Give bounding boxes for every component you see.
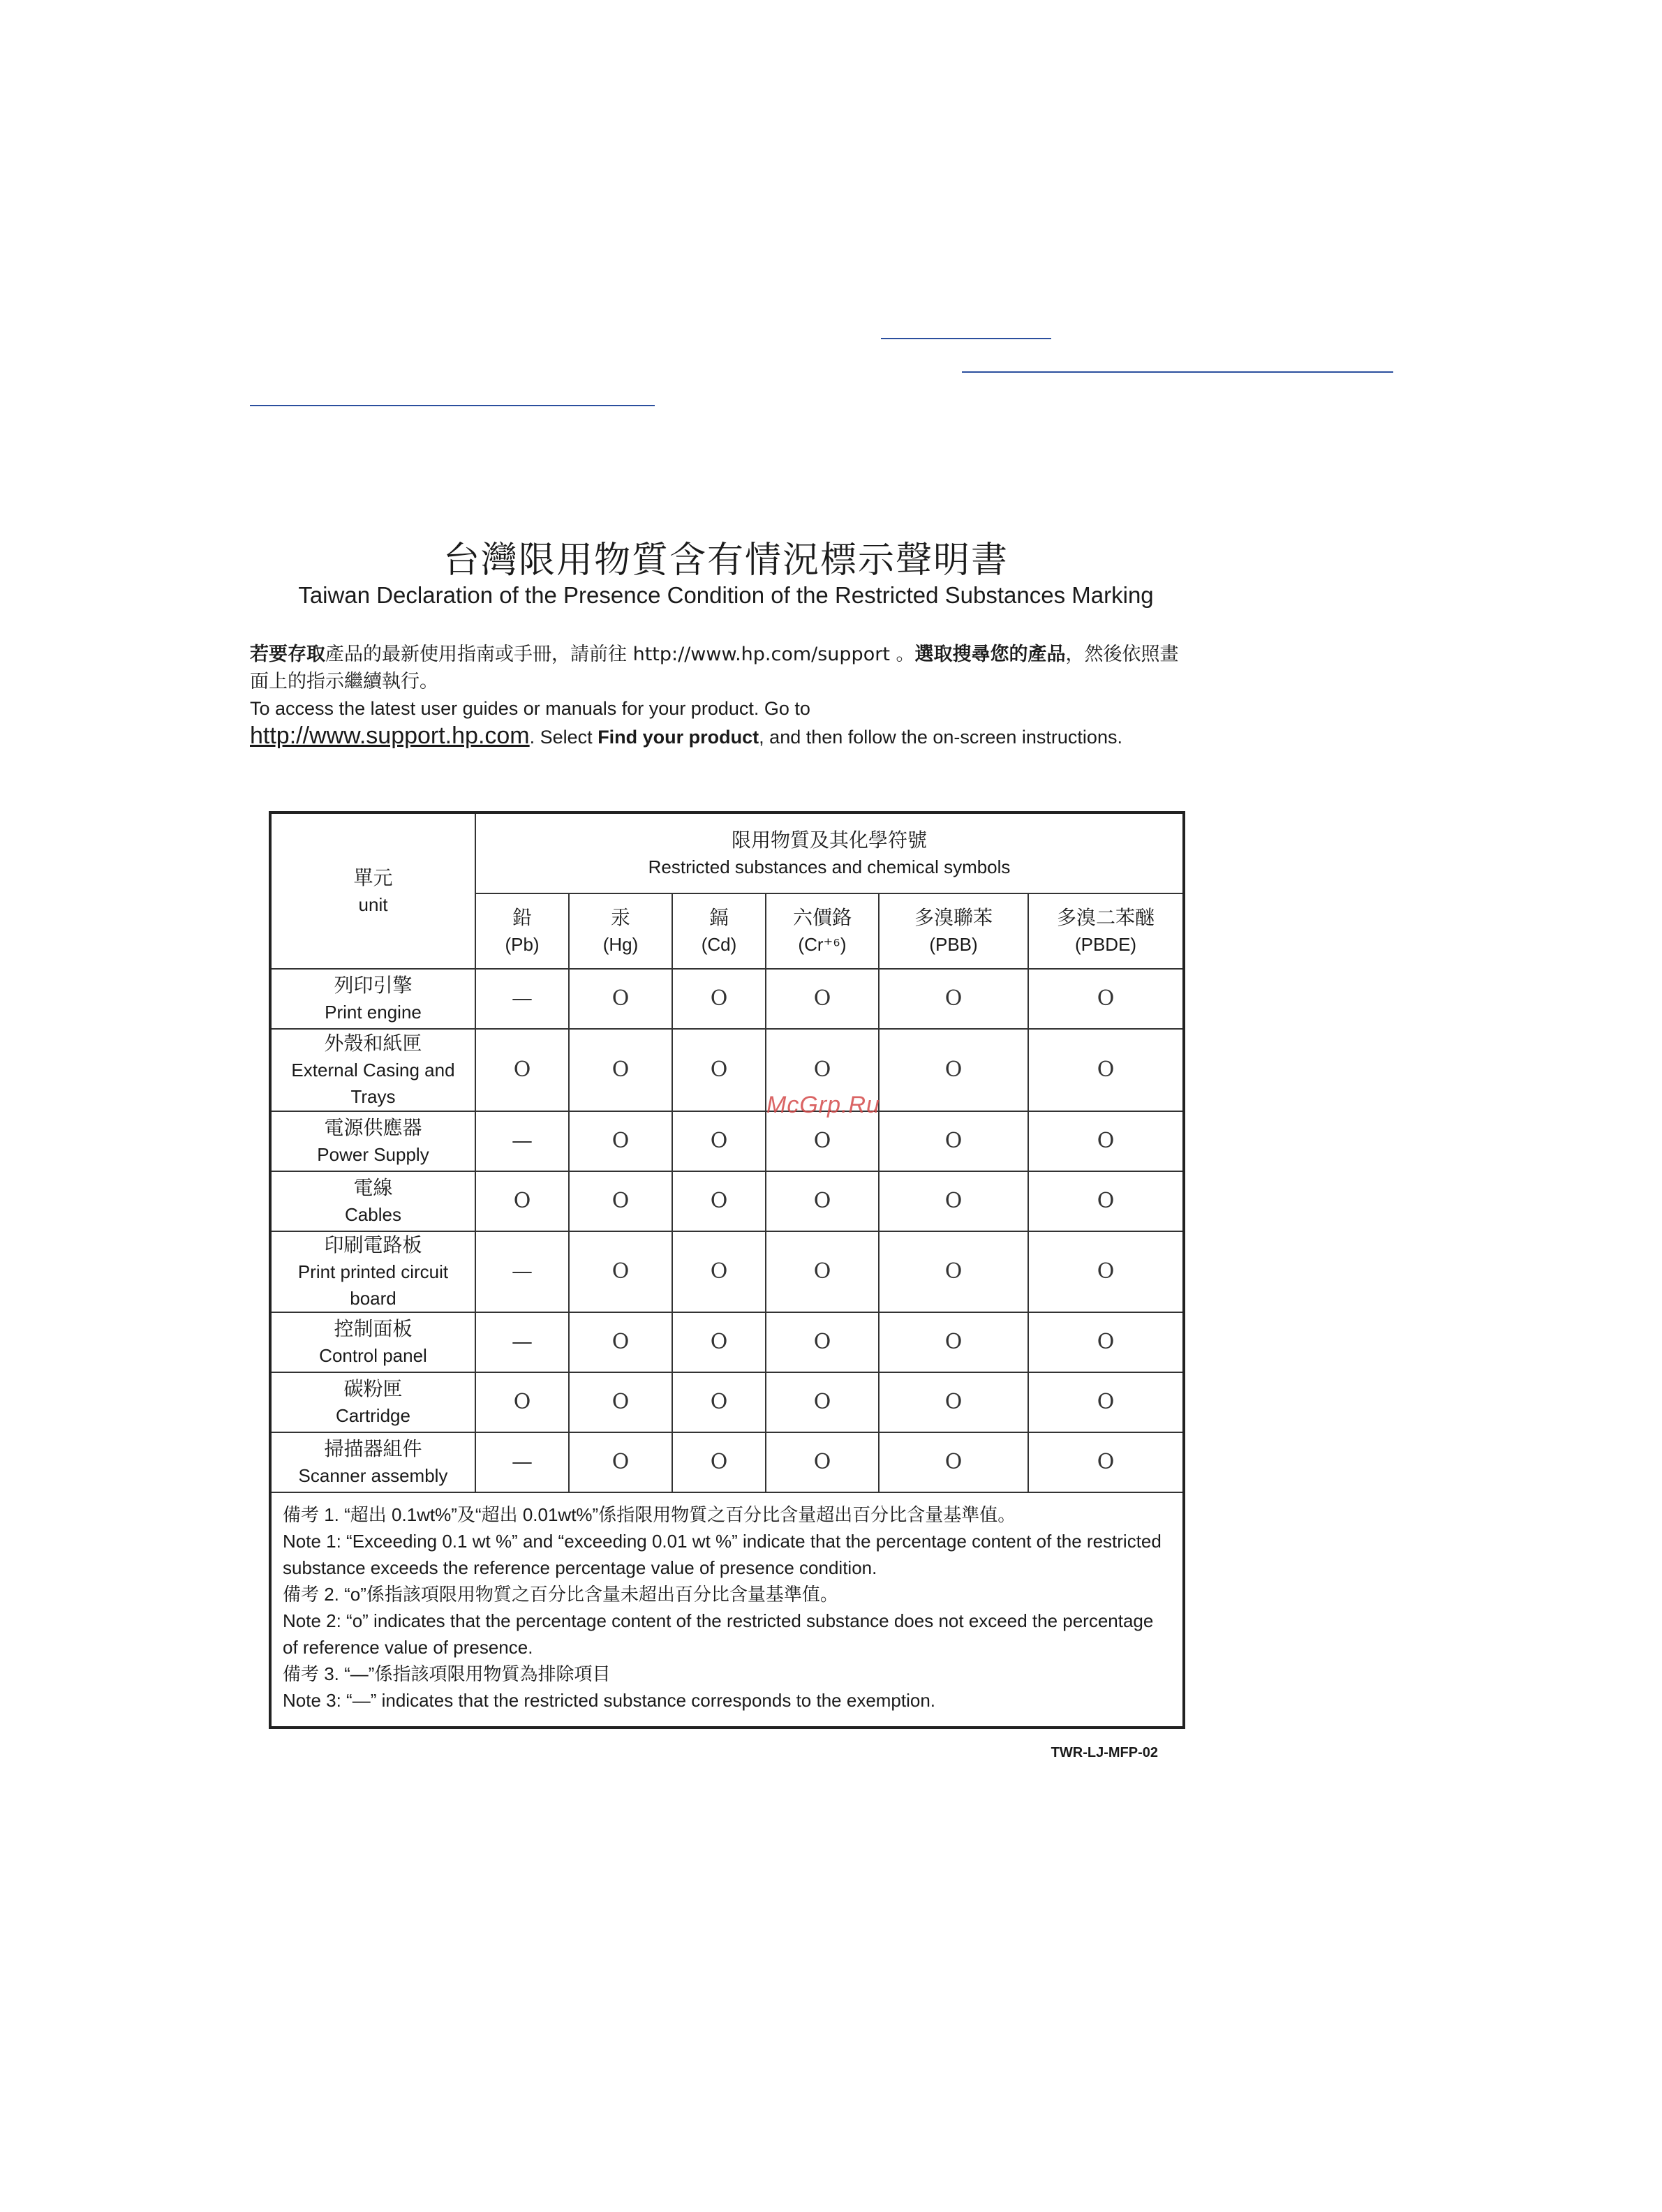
intro-en-line2 [250, 722, 1192, 751]
mark-cell [766, 1372, 879, 1432]
presence-mark: O [710, 1330, 728, 1354]
presence-mark: O [944, 1129, 963, 1153]
presence-mark: O [611, 1450, 630, 1474]
presence-mark: O [813, 1129, 831, 1153]
mark-cell [879, 1432, 1028, 1492]
substance-header [879, 893, 1028, 969]
mark-cell [1028, 1372, 1184, 1432]
table-row [270, 1171, 1184, 1231]
mark-cell [766, 969, 879, 1029]
unit-name-zh: 控制面板 [334, 1317, 413, 1340]
presence-mark: O [611, 1189, 630, 1213]
mark-cell [879, 1029, 1028, 1111]
mark-cell [879, 969, 1028, 1029]
presence-mark: — [512, 1259, 533, 1284]
substance-name-zh: 鉛 [512, 906, 532, 929]
table-row [270, 1111, 1184, 1171]
note-line: Note 2: “o” indicates that the percentage content of the restricted substance does not exceed the percentage of reference value of presence. [283, 1610, 1154, 1658]
mark-cell [766, 1111, 879, 1171]
presence-mark: O [813, 1057, 831, 1082]
mark-cell [1028, 1171, 1184, 1231]
unit-name-en: External Casing and Trays [291, 1060, 455, 1107]
mark-cell [879, 1231, 1028, 1312]
intro-en-line1: To access the latest user guides or manuals for your product. Go to [250, 698, 810, 719]
presence-mark: O [1097, 1129, 1115, 1153]
presence-mark: O [1097, 1189, 1115, 1213]
presence-mark: — [512, 986, 533, 1011]
presence-mark: O [513, 1057, 531, 1082]
unit-cell [270, 1432, 475, 1492]
presence-mark: O [710, 1450, 728, 1474]
presence-mark: O [944, 1450, 963, 1474]
mark-cell [766, 1231, 879, 1312]
mark-cell [1028, 1029, 1184, 1111]
mark-cell [1028, 969, 1184, 1029]
presence-mark: O [813, 1390, 831, 1414]
mark-cell [569, 1111, 672, 1171]
substance-name-zh: 六價鉻 [792, 906, 852, 929]
unit-name-zh: 外殼和紙匣 [324, 1032, 422, 1055]
presence-mark: O [513, 1390, 531, 1414]
intro-zh-text: ，然後依照畫面上的指示繼續執行。 [250, 644, 1179, 692]
substance-header [569, 893, 672, 969]
presence-mark: O [513, 1189, 531, 1213]
substance-name-zh: 鎘 [708, 906, 729, 929]
mark-cell [879, 1111, 1028, 1171]
notes-row [270, 1492, 1184, 1728]
link-underline [881, 338, 1051, 339]
mark-cell [475, 1432, 569, 1492]
mark-cell [879, 1372, 1028, 1432]
document-code: TWR-LJ-MFP-02 [1051, 1745, 1158, 1760]
mark-cell [569, 1372, 672, 1432]
mark-cell [1028, 1111, 1184, 1171]
presence-mark: O [944, 986, 963, 1011]
unit-name-zh: 電源供應器 [324, 1116, 422, 1139]
link-underline [250, 405, 655, 406]
intro-en-text: . Select [529, 727, 598, 748]
substance-symbol: (Hg) [602, 934, 639, 955]
mark-cell [766, 1432, 879, 1492]
mark-cell [1028, 1432, 1184, 1492]
presence-mark: O [944, 1259, 963, 1284]
substance-header [1028, 893, 1184, 969]
presence-mark: — [512, 1330, 533, 1354]
presence-mark: O [710, 1129, 728, 1153]
substance-symbol: (Cd) [701, 934, 737, 955]
unit-name-en: Power Supply [317, 1144, 429, 1165]
intro-en-text: , and then follow the on-screen instructions. [759, 727, 1122, 748]
unit-name-zh: 掃描器組件 [324, 1437, 422, 1460]
link-underline [962, 371, 1393, 373]
mark-cell [475, 1372, 569, 1432]
mark-cell [475, 1231, 569, 1312]
unit-cell [270, 1372, 475, 1432]
presence-mark: O [944, 1057, 963, 1082]
mark-cell [569, 1432, 672, 1492]
presence-mark: O [611, 1129, 630, 1153]
presence-mark: O [710, 1390, 728, 1414]
page-title-zh: 台灣限用物質含有情況標示聲明書 [443, 540, 1009, 581]
unit-cell [270, 1111, 475, 1171]
unit-cell [270, 969, 475, 1029]
mark-cell [1028, 1231, 1184, 1312]
intro-zh [250, 641, 1192, 695]
table-row [270, 1312, 1184, 1372]
mark-cell [672, 1312, 766, 1372]
mark-cell [475, 969, 569, 1029]
presence-mark: O [611, 1330, 630, 1354]
mark-cell [879, 1312, 1028, 1372]
mark-cell [672, 1171, 766, 1231]
presence-mark: O [611, 1390, 630, 1414]
unit-name-zh: 電線 [353, 1176, 393, 1199]
table-row [270, 969, 1184, 1029]
unit-name-en: Scanner assembly [298, 1465, 448, 1486]
note-line: Note 3: “—” indicates that the restricted substance corresponds to the exemption. [283, 1690, 936, 1711]
presence-mark: O [1097, 1330, 1115, 1354]
substance-header [766, 893, 879, 969]
presence-mark: O [944, 1189, 963, 1213]
mark-cell [475, 1171, 569, 1231]
substances-group-header [475, 812, 1184, 893]
presence-mark: O [611, 1057, 630, 1082]
unit-name-zh: 碳粉匣 [343, 1377, 403, 1400]
presence-mark: O [813, 1189, 831, 1213]
presence-mark: O [1097, 1450, 1115, 1474]
mark-cell [569, 1312, 672, 1372]
unit-name-en: Print printed circuit board [297, 1261, 449, 1309]
intro-zh-bold: 若要存取 [250, 644, 325, 665]
unit-name-en: Cables [345, 1204, 401, 1225]
substance-header [672, 893, 766, 969]
table-row [270, 1432, 1184, 1492]
unit-cell [270, 1171, 475, 1231]
mark-cell [569, 1171, 672, 1231]
page-title-en: Taiwan Declaration of the Presence Condition of the Restricted Substances Marking [298, 582, 1154, 608]
note-line: 備考 2. “o”係指該項限用物質之百分比含量未超出百分比含量基準值。 [283, 1584, 838, 1605]
presence-mark: O [1097, 1259, 1115, 1284]
unit-cell [270, 1029, 475, 1111]
group-header-en: Restricted substances and chemical symbols [648, 856, 1011, 877]
notes-cell [270, 1492, 1184, 1728]
substance-symbol: (PBDE) [1074, 934, 1137, 955]
intro-en-bold: Find your product [598, 727, 759, 748]
mark-cell [569, 969, 672, 1029]
presence-mark: O [710, 1189, 728, 1213]
unit-name-zh: 印刷電路板 [324, 1233, 422, 1256]
presence-mark: O [944, 1390, 963, 1414]
presence-mark: O [710, 1259, 728, 1284]
table-row [270, 1029, 1184, 1111]
substance-name-zh: 多溴二苯醚 [1057, 906, 1155, 929]
unit-cell [270, 1312, 475, 1372]
mark-cell [475, 1111, 569, 1171]
mark-cell [672, 969, 766, 1029]
presence-mark: O [944, 1330, 963, 1354]
unit-header [270, 812, 475, 969]
substance-symbol: (PBB) [929, 934, 978, 955]
mark-cell [569, 1029, 672, 1111]
unit-cell [270, 1231, 475, 1312]
mark-cell [766, 1171, 879, 1231]
mark-cell [672, 1029, 766, 1111]
presence-mark: O [813, 1450, 831, 1474]
restricted-substances-table [269, 811, 1185, 1729]
mark-cell [672, 1372, 766, 1432]
mark-cell [879, 1171, 1028, 1231]
substance-symbol: (Pb) [505, 934, 540, 955]
presence-mark: O [813, 1259, 831, 1284]
mark-cell [1028, 1312, 1184, 1372]
watermark: McGrp.Ru [766, 1092, 880, 1118]
presence-mark: O [710, 986, 728, 1011]
table-row [270, 1231, 1184, 1312]
group-header-zh: 限用物質及其化學符號 [732, 828, 928, 852]
mark-cell [672, 1231, 766, 1312]
substance-name-zh: 汞 [610, 906, 630, 929]
presence-mark: — [512, 1450, 533, 1474]
mark-cell [475, 1312, 569, 1372]
unit-name-zh: 列印引擎 [334, 974, 413, 997]
unit-name-en: Control panel [319, 1345, 427, 1366]
intro-zh-text: 產品的最新使用指南或手冊，請前往 http://www.hp.com/support 。 [325, 644, 915, 665]
mark-cell [766, 1312, 879, 1372]
presence-mark: — [512, 1129, 533, 1153]
mark-cell [475, 1029, 569, 1111]
intro-zh-bold: 選取搜尋您的產品 [914, 644, 1066, 665]
support-link[interactable]: http://www.support.hp.com [250, 722, 530, 749]
mark-cell [672, 1432, 766, 1492]
note-line: Note 1: “Exceeding 0.1 wt %” and “exceeding 0.01 wt %” indicate that the percentage content of the restricted substance exceeds the reference percentage value of presence condition. [283, 1531, 1162, 1578]
unit-name-en: Cartridge [336, 1405, 410, 1426]
unit-header-en: unit [358, 893, 388, 915]
presence-mark: O [1097, 986, 1115, 1011]
presence-mark: O [710, 1057, 728, 1082]
substance-name-zh: 多溴聯苯 [914, 906, 993, 929]
mark-cell [569, 1231, 672, 1312]
presence-mark: O [813, 1330, 831, 1354]
mark-cell [672, 1111, 766, 1171]
note-line: 備考 3. “—”係指該項限用物質為排除項目 [283, 1663, 611, 1684]
presence-mark: O [611, 1259, 630, 1284]
substance-header [475, 893, 569, 969]
presence-mark: O [611, 986, 630, 1011]
unit-header-zh: 單元 [353, 866, 393, 889]
intro-text [250, 641, 1192, 751]
presence-mark: O [1097, 1390, 1115, 1414]
table-row [270, 1372, 1184, 1432]
unit-name-en: Print engine [325, 1002, 422, 1023]
note-line: 備考 1. “超出 0.1wt%”及“超出 0.01wt%”係指限用物質之百分比含量超出百分比含量基準值。 [283, 1504, 1016, 1525]
presence-mark: O [813, 986, 831, 1011]
presence-mark: O [1097, 1057, 1115, 1082]
substance-symbol: (Cr⁺⁶) [798, 934, 847, 955]
